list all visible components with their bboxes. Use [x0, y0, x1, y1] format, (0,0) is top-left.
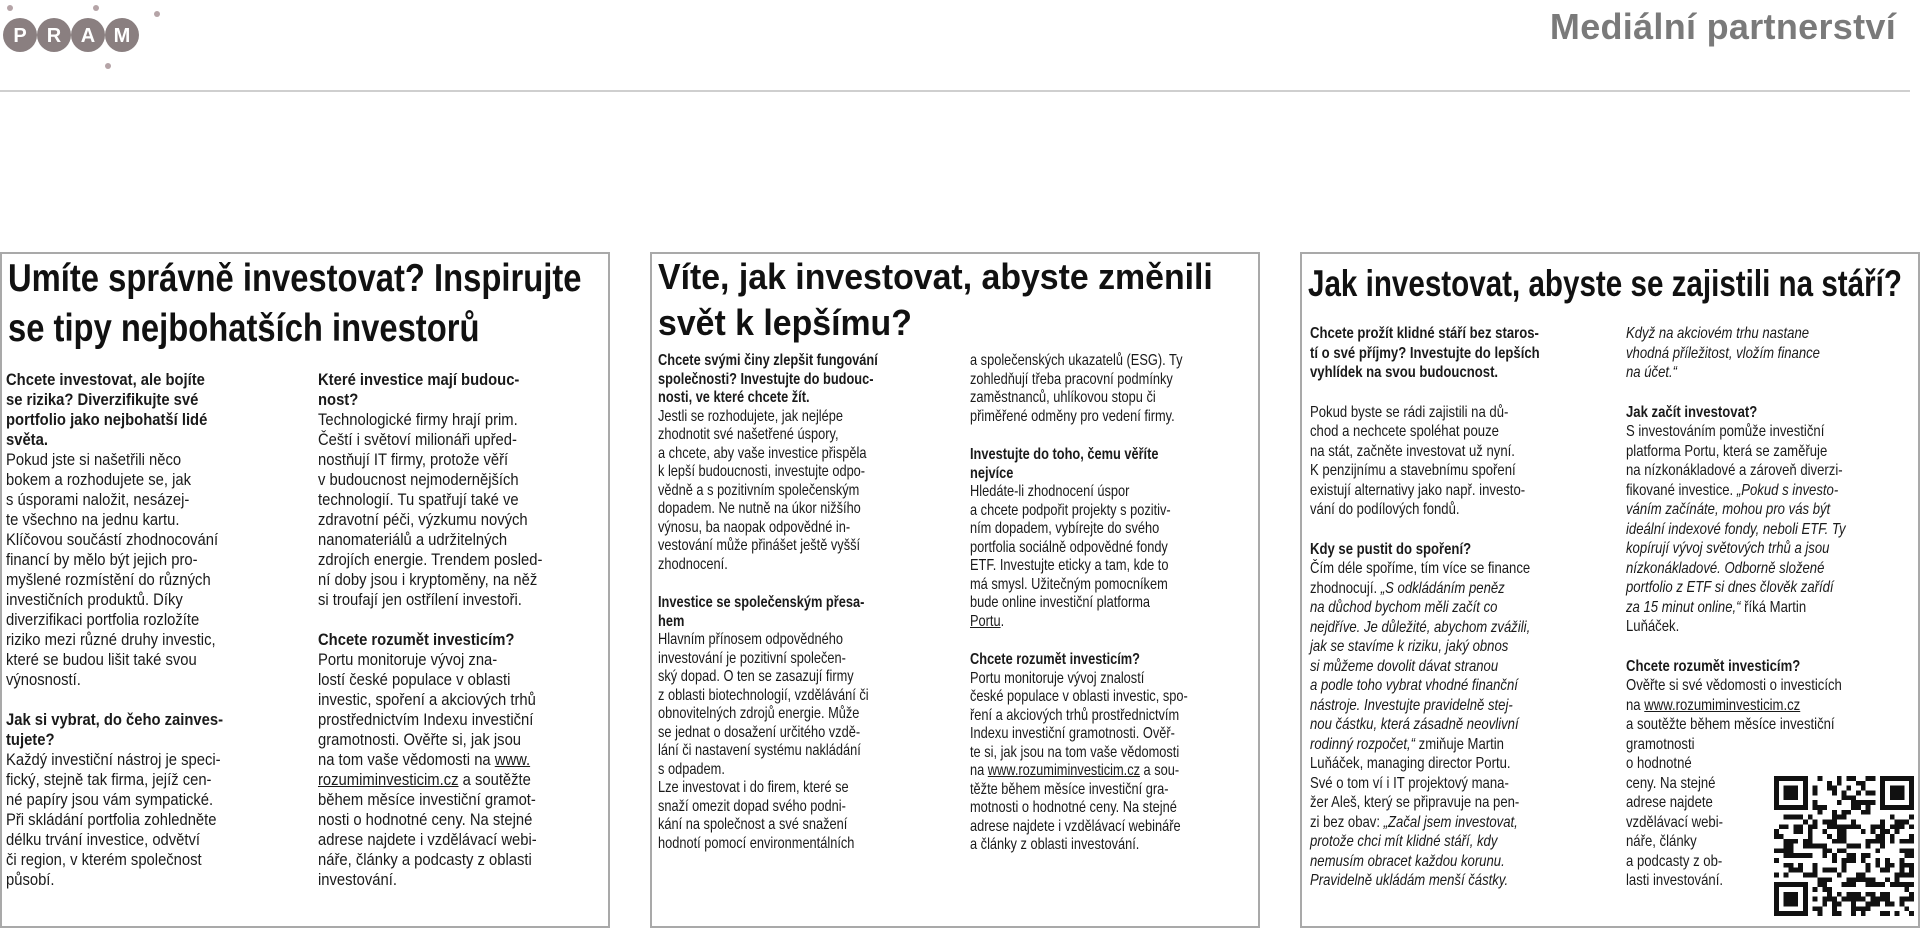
article-1 — [0, 252, 610, 928]
article-3-lead: Chcete prožít klidné stáří bez staros- tí o své příjmy? Investujte do lepších vyhlídek na svou budoucnost. — [1310, 325, 1540, 381]
section-title: Mediální partnerství — [1549, 6, 1896, 47]
article-1-paragraph — [318, 650, 610, 890]
article-1-subheading: Jak si vybrat, do čeho zainves- tujete? — [6, 710, 224, 749]
article-3-column-1 — [1310, 324, 1581, 891]
text-run: Čím déle spoříme, tím více se finance zhodnocují. — [1310, 560, 1531, 597]
pram-logo — [0, 0, 170, 75]
article-2-paragraph — [970, 670, 1224, 855]
text-run: Ověřte si své vědomosti o investicích na — [1626, 677, 1842, 714]
text-run: a sou- těžte během měsíce investiční gra- motnosti o hodnotné ceny. Na stejné adrese najdete i vzdělávací webináře a články z oblasti investování. — [970, 762, 1181, 853]
text-run: a soutěžte během měsíce investiční gramotnosti o hodnotné ceny. Na stejné adrese najdete vzdělávací webi- náře, články a podcasty z ob- lasti investování. — [1626, 716, 1835, 889]
article-1-subheading: Chcete rozumět investicím? — [318, 630, 515, 649]
article-2-column-1 — [658, 352, 912, 853]
article-1-paragraph: Technologické firmy hrají prim. Čeští i světoví milionáři upřed- nostňují IT firmy, protože věří v budoucnost nejmodernějších technologií. Tu spatřují také ve zdravotní péči, výzkumu nových nanomateriálů a udržitelných zdrojích energie. Trendem posled- ní doby jsou i kryptoměny, na něž si troufají jen ostřílení investoři. — [318, 410, 543, 609]
article-3-subheading: Kdy se pustit do spoření? — [1310, 540, 1472, 558]
qr-code[interactable] — [1774, 776, 1914, 916]
website-link[interactable]: www.rozumiminvesticim.cz — [987, 762, 1140, 779]
article-1-lead: Chcete investovat, ale bojíte se rizika? Diverzifikujte své portfolio jako nejbohatší lidé světa. — [6, 370, 208, 449]
website-link[interactable]: www.rozumiminvesticim.cz — [1644, 696, 1801, 714]
article-2-subheading: Investujte do toho, čemu věříte nejvíce — [970, 446, 1159, 482]
article-2-paragraph — [970, 483, 1224, 631]
text-run: Portu monitoruje vývoj znalostí české populace v oblasti investic, spo- ření a akciových trhů prostřednictvím Indexu investiční gramotnosti. Ověř- te si, jak jsou na tom vaše vědomosti na — [970, 669, 1188, 779]
quote: „Začal jsem investovat, protože chci mít klidné stáří, kdy nemusím obracet každou korunu. Pravidelně ukládám menší částky. — [1310, 813, 1518, 889]
quote: Když na akciovém trhu nastane vhodná příležitost, vložím finance na účet.“ — [1626, 325, 1820, 381]
article-2-paragraph: Hlavním přínosem odpovědného investování je pozitivní společen- ský dopad. O ten se zasazují firmy z oblasti biotechnologií, vzdělávání či obnovitelných zdrojů energie. Může se jednat o dosažení určitého vzdě- lání či nastavení systému nakládání s odpadem. — [658, 631, 869, 778]
article-3-paragraph: Pokud byste se rádi zajistili na dů- chod a nechcete spoléhat pouze na stát, začněte investovat už nyní. K penzijnímu a stavebnímu spoření existují alternativy jako např. investo- vání do podílových fondů. — [1310, 403, 1526, 518]
article-2-column-2 — [970, 352, 1224, 855]
text-run: . — [1000, 612, 1005, 630]
article-1-column-2 — [318, 370, 610, 890]
article-2-headline: Víte, jak investovat, abyste změnili svět k lepšímu? — [658, 256, 1213, 343]
article-3-headline: Jak investovat, abyste se zajistili na stáří? — [1308, 263, 1902, 304]
article-3 — [1300, 252, 1920, 928]
text-run: říká Martin Luňáček. — [1626, 598, 1807, 635]
text-run: Hledáte-li zhodnocení úspor a chcete podpořit projekty s pozitiv- ním dopadem, vybírejte do svého portfolia sociálně odpovědné fondy ETF. Investujte eticky a tam, kde to má smysl. Užitečným pomocníkem bude online investiční platforma — [970, 483, 1171, 611]
article-2-subheading: Investice se společenským přesa- hem — [658, 594, 865, 630]
link-part[interactable]: rozumiminvesticim.cz — [318, 770, 459, 789]
article-1-subheading: Které investice mají budouc- nost? — [318, 370, 520, 409]
svg-text:R: R — [46, 25, 62, 47]
text-run: a soutěžte během měsíce investiční gramot- nosti o hodnotné ceny. Na stejné adrese najdete i vzdělávací webi- náře, články a podcasty z oblasti investování. — [318, 770, 537, 889]
text-run: Své o tom ví i IT projektový mana- žer Aleš, který se připravuje na pen- zi bez obav: — [1310, 774, 1520, 831]
article-1-column-1 — [6, 370, 302, 890]
text-run: zmiňuje Martin Luňáček, managing director Portu. — [1310, 735, 1511, 772]
article-2-subheading: Chcete rozumět investicím? — [970, 651, 1140, 668]
article-3-paragraph — [1310, 774, 1581, 891]
article-2-lead: Chcete svými činy zlepšit fungování společnosti? Investujte do budouc- nosti, ve které chcete žít. — [658, 352, 878, 406]
article-3-subheading: Chcete rozumět investicím? — [1626, 657, 1801, 675]
article-3-paragraph — [1626, 422, 1897, 637]
svg-text:A: A — [80, 25, 96, 47]
svg-text:M: M — [113, 25, 131, 47]
text-run: S investováním pomůže investiční platforma Portu, která se zaměřuje na nízkonákladové a zároveň diverzi- fikované investice. — [1626, 423, 1843, 499]
svg-text:P: P — [13, 25, 27, 47]
article-1-paragraph: Každý investiční nástroj je speci- fický, stejně tak firma, jejíž cen- né papíry jsou vám sympatické. Při skládání portfolia zohledněte délku trvání investice, odvětví či region, v kterém společnost působí. — [6, 750, 221, 889]
article-2-paragraph: Jestli se rozhodujete, jak nejlépe zhodnotit své našetřené úspory, a chcete, aby vaše investice přispěla k lepší budoucnosti, investujte odpo- vědně a s pozitivním společenským dopadem. Ne nutně na úkor nižšího výnosu, ba naopak odpovědné in- vestování může přinášet ještě vyšší zhodnocení. — [658, 407, 867, 573]
article-2 — [650, 252, 1260, 928]
header-divider — [0, 90, 1910, 92]
quote: „Pokud s investo- váním začínáte, mohou pro vás být ideální indexové fondy, neboli ETF. Ty kopírují vývoj světových trhů a jsou nízkonákladové. Odborně složené portfolio z ETF si dnes člověk zařídí za 15 minut online,“ — [1626, 481, 1846, 616]
quote: „S odkládáním peněz na důchod bychom měli začít co nejdříve. Je důležité, abychom zvážili, jak se stavíme k riziku, jaký obnos si můžeme dovolit dávat stranou a podle toho vybrat vhodné finanční nástroje. Investujte pravidelně stej- nou částku, která zásadně neovlivní rodinný rozpočet,“ — [1310, 579, 1531, 753]
article-1-paragraph: Pokud jste si našetřili něco bokem a rozhodujete se, jak s úsporami naložit, nesázej- te všechno na jednu kartu. Klíčovou součástí zhodnocování financí by mělo být jejich pro- myšlené rozmístění do různých investičních produktů. Díky diverzifikaci portfolia rozložíte riziko mezi různé druhy investic, které se budou lišit také svou výnosností. — [6, 450, 219, 689]
article-2-paragraph: Lze investovat i do firem, které se snaží omezit dopad svého podni- kání na společnost a své snažení hodnotí pomocí environmentálních — [658, 779, 855, 852]
portu-link[interactable]: Portu — [970, 612, 1001, 630]
article-2-paragraph: a společenských ukazatelů (ESG). Ty zohledňují třeba pracovní podmínky zaměstnanců, uhlíkovou stopu či přiměřené odměny pro vedení firmy. — [970, 352, 1183, 425]
article-3-paragraph — [1310, 559, 1581, 774]
article-1-headline: Umíte správně investovat? Inspirujte se tipy nejbohatších investorů — [8, 257, 582, 350]
text-run: Portu monitoruje vývoj zna- lostí české populace v oblasti investic, spoření a akciových trhů prostřednictvím Indexu investiční gramotnosti. Ověřte si, jak jsou na tom vaše vědomosti na — [318, 650, 536, 769]
link-part[interactable]: www. — [494, 750, 531, 769]
article-3-subheading: Jak začít investovat? — [1626, 403, 1758, 421]
